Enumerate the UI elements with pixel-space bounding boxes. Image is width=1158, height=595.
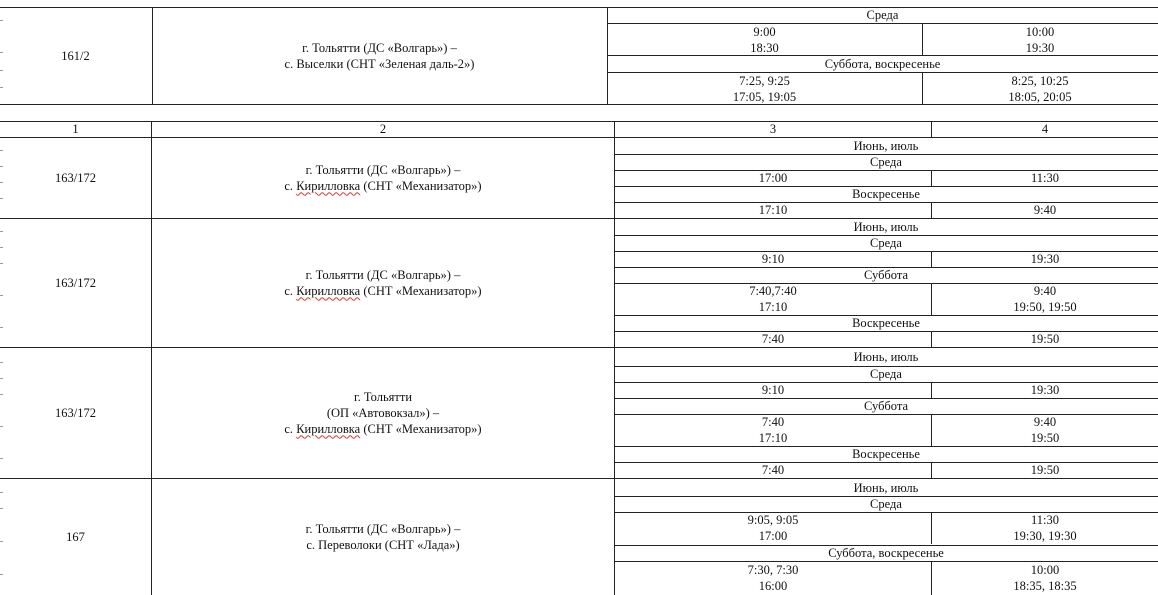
route-name-line: с. Переволоки (СНТ «Лада») [306, 537, 460, 552]
time-cell [932, 512, 1158, 544]
time-value: 7:40 [761, 415, 785, 429]
time-value: 7:25, 9:25 [739, 74, 790, 88]
column-header-2: 2 [379, 122, 387, 136]
time-cell [932, 414, 1158, 446]
day-label: Среда [870, 367, 902, 381]
time-value: 19:30 [1030, 252, 1060, 266]
time-value: 17:10 [758, 203, 788, 217]
time-value: 18:05, 20:05 [1008, 90, 1072, 104]
route-name-line: г. Тольятти (ДС «Волгарь») – [302, 40, 457, 55]
route-name-line: (ОП «Автовокзал») – [326, 405, 440, 420]
time-value: 9:40 [1033, 284, 1057, 298]
day-label: Воскресенье [852, 316, 920, 330]
time-value: 10:00 [1030, 563, 1060, 577]
period-label: Июнь, июль [853, 350, 919, 364]
period-label: Июнь, июль [853, 220, 919, 234]
time-value: 19:50 [1030, 463, 1060, 477]
time-value: 7:30, 7:30 [747, 563, 799, 577]
time-value: 19:30, 19:30 [1013, 529, 1077, 543]
time-value: 9:10 [761, 252, 785, 266]
day-label: Среда [870, 236, 902, 250]
day-label: Суббота, воскресенье [828, 546, 944, 560]
route-number: 167 [66, 529, 85, 544]
route-name-line: с. Кирилловка (СНТ «Механизатор») [284, 283, 482, 298]
time-value: 7:40 [761, 332, 785, 346]
time-value: 18:30 [750, 41, 779, 55]
route-name-line: г. Тольятти (ДС «Волгарь») – [305, 162, 461, 177]
column-header-4: 4 [1041, 122, 1049, 136]
time-value: 17:10 [758, 300, 788, 314]
route-name-line: с. Выселки (СНТ «Зеленая даль-2») [284, 56, 475, 71]
time-cell [615, 562, 931, 594]
time-value: 18:35, 18:35 [1013, 579, 1077, 593]
time-value: 7:40,7:40 [749, 284, 797, 298]
day-label: Суббота [863, 268, 909, 282]
time-value: 17:00 [758, 171, 788, 185]
time-value: 19:50 [1030, 332, 1060, 346]
time-value: 17:05, 19:05 [732, 90, 797, 104]
time-value: 9:00 [753, 25, 776, 39]
time-cell [922, 73, 1158, 105]
time-value: 16:00 [758, 579, 788, 593]
time-value: 11:30 [1030, 513, 1059, 527]
spellcheck-word: Кирилловка [296, 178, 361, 193]
day-label: Среда [866, 8, 899, 22]
time-value: 19:30 [1030, 383, 1060, 397]
time-value: 19:50, 19:50 [1013, 300, 1077, 314]
time-cell [615, 512, 931, 544]
time-cell [615, 283, 931, 315]
route-name [152, 478, 614, 595]
route-number: 161/2 [61, 48, 90, 63]
spellcheck-word: Кирилловка [296, 421, 361, 436]
time-value: 8:25, 10:25 [1011, 74, 1069, 88]
time-value: 9:40 [1033, 415, 1057, 429]
spellcheck-word: Кирилловка [296, 283, 361, 298]
column-header-3: 3 [769, 122, 777, 136]
route-name-line: с. Кирилловка (СНТ «Механизатор») [284, 421, 482, 436]
period-label: Июнь, июль [853, 481, 919, 495]
column-header-1: 1 [72, 122, 79, 136]
time-cell [922, 24, 1158, 56]
route-name-line: г. Тольятти (ДС «Волгарь») – [305, 521, 461, 536]
time-value: 19:50 [1030, 431, 1060, 445]
time-value: 17:00 [758, 529, 788, 543]
day-label: Воскресенье [852, 447, 920, 461]
time-cell [615, 414, 931, 446]
time-value: 9:40 [1033, 203, 1057, 217]
time-cell [932, 562, 1158, 594]
route-name [152, 137, 614, 218]
day-label: Суббота, воскресенье [824, 57, 941, 71]
day-label: Суббота [863, 399, 909, 413]
route-number: 163/172 [55, 170, 96, 185]
day-label: Среда [870, 497, 902, 511]
route-number: 163/172 [55, 275, 96, 290]
time-value: 17:10 [758, 431, 788, 445]
period-label: Июнь, июль [853, 139, 919, 153]
time-value: 10:00 [1025, 25, 1055, 39]
time-value: 19:30 [1025, 41, 1055, 55]
time-value: 11:30 [1030, 171, 1059, 185]
time-cell [932, 283, 1158, 315]
time-cell [607, 73, 922, 105]
time-cell [607, 24, 922, 56]
time-value: 7:40 [761, 463, 785, 477]
time-value: 9:10 [761, 383, 785, 397]
day-label: Воскресенье [852, 187, 920, 201]
route-number: 163/172 [55, 405, 96, 420]
day-label: Среда [870, 155, 902, 169]
route-name-line: с. Кирилловка (СНТ «Механизатор») [284, 178, 482, 193]
route-name-line: г. Тольятти [353, 389, 413, 404]
route-name-line: г. Тольятти (ДС «Волгарь») – [305, 267, 461, 282]
time-value: 9:05, 9:05 [747, 513, 799, 527]
route-name [152, 7, 607, 104]
route-name [152, 347, 614, 478]
route-name [152, 218, 614, 347]
